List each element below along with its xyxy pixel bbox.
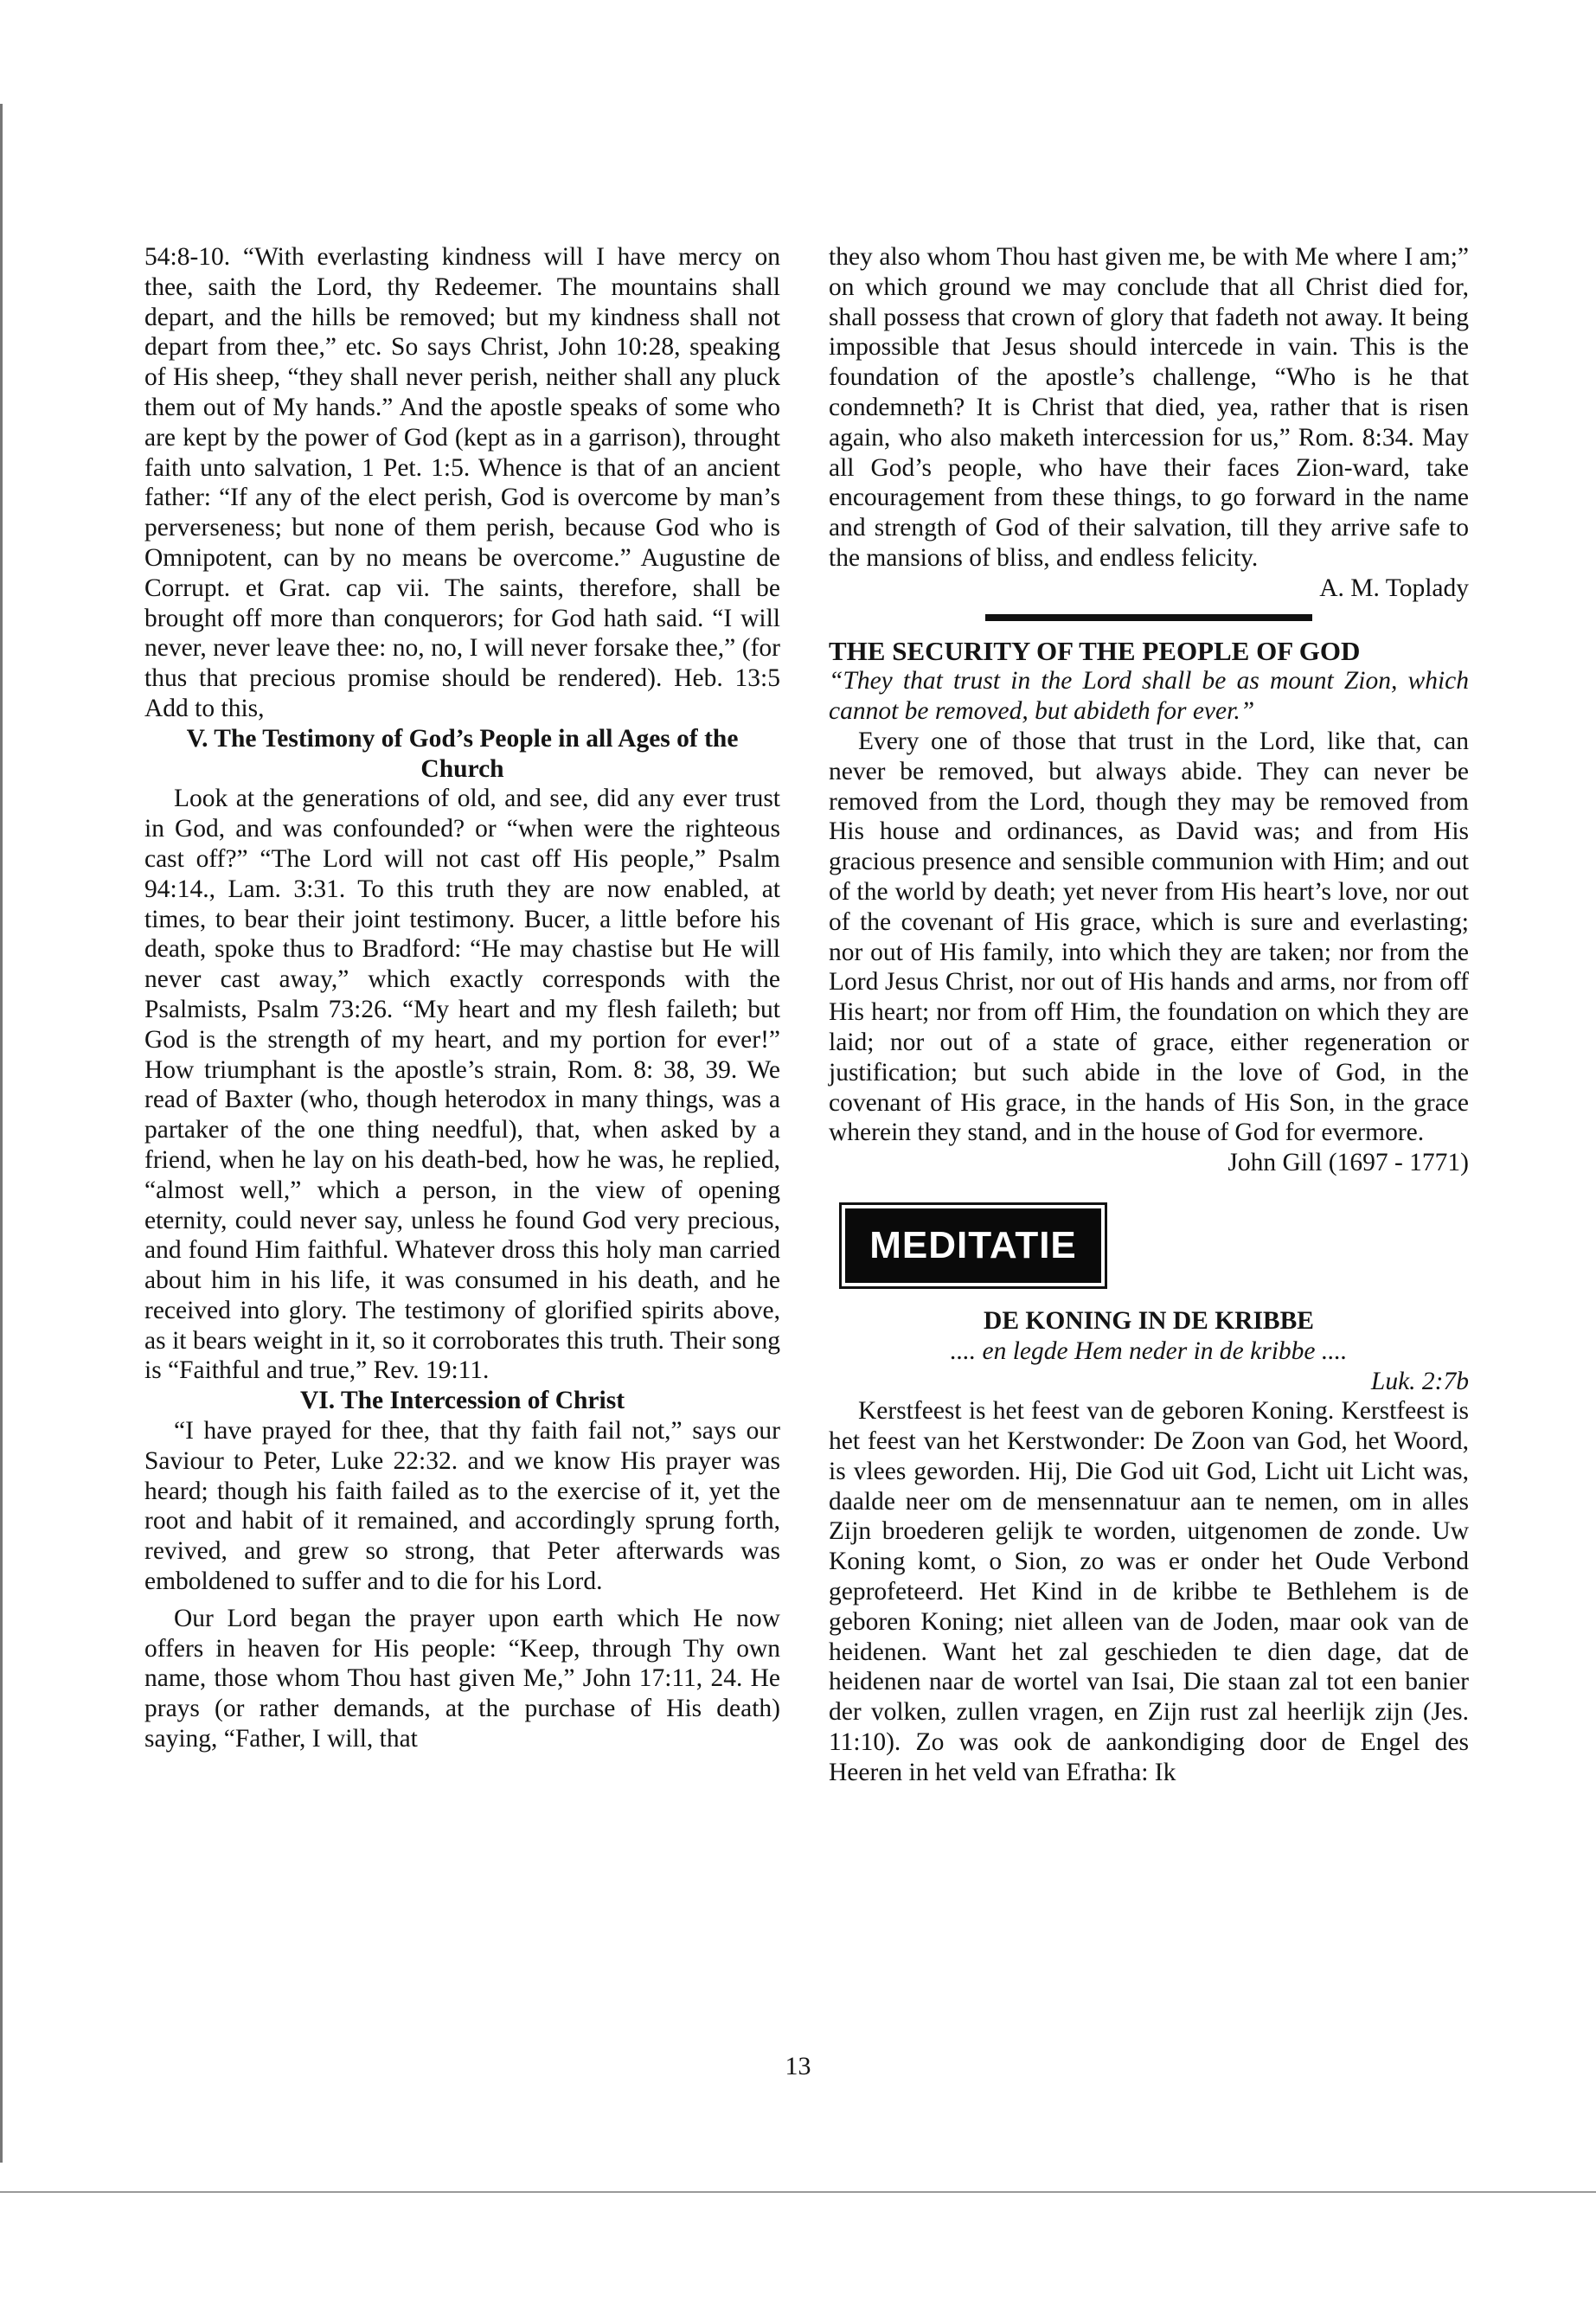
page-number: 13 — [785, 2052, 811, 2080]
heading-intercession: VI. The Intercession of Christ — [299, 1387, 625, 1415]
meditation-reference: Luk. 2:7b — [1370, 1367, 1469, 1395]
article-title: THE SECURITY OF THE PEOPLE OF GOD — [829, 635, 1361, 666]
right-paragraph-2: Every one of those that trust in the Lord, like that, can never be removed, but always abide. They can never be removed from the Lord, though they may be removed from His house and ordinances, as David was; and from His gracious presence and sensible communion with Him; and out of the world by death; yet never from His heart’s love, nor out of the covenant of His grace, which is sure and everlasting; nor out of His family, into which they are taken; nor from the Lord Jesus Christ, nor out of His hands and arms, nor from off His heart; nor from off Him, the foundation on which they are laid; nor out of a state of grace, either regeneration or justification; but such abide in the love of God, in the covenant of His grace, in the hands of His Son, in the grace wherein they stand, and in the house of God for evermore. — [829, 727, 1469, 1147]
heading-testimony: V. The Testimony of God’s People in all Ages of the Church — [186, 724, 739, 783]
scan-bottom-edge — [0, 2191, 1596, 2193]
divider-rule — [985, 614, 1312, 621]
left-paragraph-4: Our Lord began the prayer upon earth which He now offers in heaven for His people: “Keep, through Thy own name, those whom Thou hast given Me,” John 17:11, 24. He prays (or rather demands, at the purchase of His death) saying, “Father, I will, that — [144, 1604, 780, 1753]
meditation-title: DE KONING IN DE KRIBBE — [984, 1306, 1314, 1335]
left-paragraph-2: Look at the generations of old, and see, did any ever trust in God, and was confounded? or “when were the righteous cast off?” “The Lord will not cast off His people,” Psalm 94:14., Lam. 3:31. To this truth they are now enabled, at times, to bear their joint testimony. Bucer, a little before his death, spoke thus to Bradford: “He may chastise but He will never cast away,” which exactly corresponds with the Psalmists, Psalm 73:26. “My heart and my flesh faileth; but God is the strength of my heart, and my portion for ever!” How triumphant is the apostle’s strain, Rom. 8: 38, 39. We read of Baxter (who, though heterodox in many things, was a partaker of the one thing needful), that, when asked by a friend, when he lay on his death-bed, how he was, he replied, “almost well,” which a person, in the view of opening eternity, could never say, unless he found God very precious, and found Him faithful. Whatever dross this holy man carried about him in his life, it was consumed in his death, and he received into glory. The testimony of glorified spirits above, as it bears weight in it, so it corroborates this truth. Their song is “Faithful and true,” Rev. 19:11. — [144, 785, 780, 1385]
section-tag-meditatie: MEDITATIE — [845, 1208, 1101, 1283]
section-tag-frame — [839, 1202, 1107, 1289]
article-epigraph: “They that trust in the Lord shall be as mount Zion, which cannot be removed, but abideth for ever.” — [829, 667, 1469, 726]
right-paragraph-3: Kerstfeest is het feest van de geboren Koning. Kerstfeest is het feest van het Kerstwonder: De Zoon van God, het Woord, is vlees geworden. Hij, Die God uit God, Licht uit Licht was, daalde neer om de mensennatuur aan te nemen, om in alles Zijn broederen gelijk te worden, uitgenomen de zonde. Uw Koning komt, o Sion, zo was er onder het Oude Verbond geprofeteerd. Het Kind in de kribbe te Bethlehem is de geboren Koning; niet alleen van de Joden, maar ook van de heidenen. Want het zal geschieden te dien dage, dat de heidenen naar de wortel van Isai, Die staan zal tot een banier der volken, zullen vragen, en Zijn rust zal heerlijk zijn (Jes. 11:10). Zo was ook de aankondiging door de Engel des Heeren in het veld van Efratha: Ik — [829, 1397, 1469, 1786]
right-paragraph-1: they also whom Thou hast given me, be with Me where I am;” on which ground we may conclude that all Christ died for, shall possess that crown of glory that fadeth not away. It being impossible that Jesus should intercede in vain. This is the foundation of the apostle’s challenge, “Who is he that condemneth? It is Christ that died, yea, rather that is risen again, who also maketh intercession for us,” Rom. 8:34. May all God’s people, who have their faces Zion-ward, take encouragement from these things, to go forward in the name and strength of God of their salvation, till they arrive safe to the mansions of bliss, and endless felicity. — [829, 243, 1469, 572]
meditation-epigraph: .... en legde Hem neder in de kribbe .... — [950, 1336, 1348, 1365]
left-paragraph-3: “I have prayed for thee, that thy faith fail not,” says our Saviour to Peter, Luke 22:32. and we know His prayer was heard; though his faith failed as to the exercise of it, yet the root and habit of it remained, and accordingly sprung forth, revived, and grew so strong, that Peter afterwards was emboldened to suffer and to die for his Lord. — [144, 1417, 780, 1596]
signature-gill: John Gill (1697 - 1771) — [1227, 1149, 1469, 1177]
signature-toplady: A. M. Toplady — [1319, 574, 1469, 602]
right-column — [829, 242, 1469, 1788]
scan-left-edge — [0, 104, 3, 2163]
left-column — [144, 242, 780, 1754]
left-paragraph-1: 54:8-10. “With everlasting kindness will I have mercy on thee, saith the Lord, thy Redeemer. The mountains shall depart, and the hills be removed; but my kindness shall not depart from thee,” etc. So says Christ, John 10:28, speaking of His sheep, “they shall never perish, neither shall any pluck them out of My hands.” And the apostle speaks of some who are kept by the power of God (kept as in a garrison), throught faith unto salvation, 1 Pet. 1:5. Whence is that of an ancient father: “If any of the elect perish, God is overcome by man’s perverseness; but none of them perish, because God who is Omnipotent, can by no means be overcome.” Augustine de Corrupt. et Grat. cap vii. The saints, therefore, shall be brought off more than conquerors; for God hath said. “I will never, never leave thee: no, no, I will never forsake thee,” (for thus that precious promise should be rendered). Heb. 13:5 Add to this, — [144, 243, 780, 722]
